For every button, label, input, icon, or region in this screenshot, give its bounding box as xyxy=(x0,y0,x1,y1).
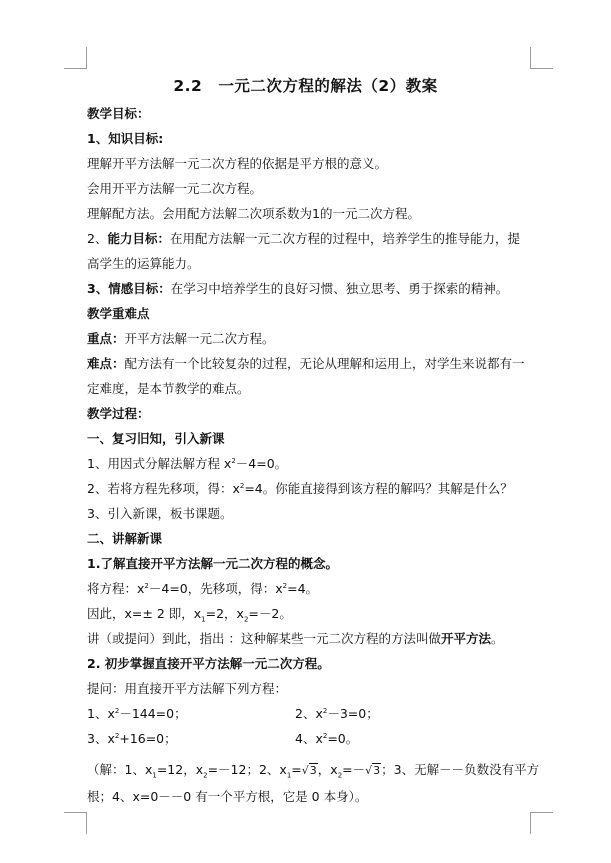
thus-text-end: =－2。 xyxy=(248,606,292,621)
problem-1-text-end: －144=0； xyxy=(119,706,187,721)
solution-text-b: =12，x xyxy=(156,762,204,777)
superscript-2: 2 xyxy=(322,731,328,740)
superscript-2: 2 xyxy=(322,706,328,715)
ask-line: 提问：用直接开平方法解下列方程： xyxy=(87,681,288,696)
solution-line-1 xyxy=(87,762,539,779)
solution-text-f: =－ xyxy=(342,762,366,777)
sqrt-symbol: √3 xyxy=(301,764,317,777)
crop-mark-bottom-right-h xyxy=(531,812,553,813)
solution-text: （解：1、x xyxy=(87,762,153,777)
subscript-2: 2 xyxy=(243,615,249,624)
review-q1-text-end: －4=0。 xyxy=(235,456,288,471)
difficulty-label: 难点： xyxy=(87,356,125,371)
ability-num: 2、 xyxy=(87,231,108,246)
solution-text-g: ；3、无解－－负数没有平方 xyxy=(381,762,540,777)
difficulty-line-2: 定难度，是本节教学的难点。 xyxy=(87,381,250,396)
ability-line-2: 高学生的运算能力。 xyxy=(87,256,200,271)
key-heading: 教学重难点 xyxy=(87,306,150,321)
ability-text-1: 在用配方法解一元二次方程的过程中，培养学生的推导能力，提 xyxy=(169,231,520,246)
crop-mark-bottom-left-h xyxy=(64,812,86,813)
knowledge-line-2: 会用开平方法解一元二次方程。 xyxy=(87,181,263,196)
superscript-2: 2 xyxy=(144,581,149,590)
superscript-2: 2 xyxy=(282,581,288,590)
emotion-num: 3、 xyxy=(87,281,109,296)
solution-text-c: =－12；2、x xyxy=(207,762,287,777)
equation-text-end: =4。 xyxy=(287,581,319,596)
review-q2-text-end: =4。你能直接得到该方程的解吗？其解是什么？ xyxy=(244,481,513,496)
problem-4-text: 4、x xyxy=(295,731,323,746)
thus-text-mid: =2，x xyxy=(205,606,244,621)
emotion-label: 情感目标： xyxy=(108,281,171,296)
explain-term: 开平方法 xyxy=(440,631,491,646)
emotion-text: 在学习中培养学生的良好习惯、独立思考、勇于探索的精神。 xyxy=(170,281,509,296)
explain-line xyxy=(87,631,504,647)
crop-mark-top-left-h xyxy=(64,68,86,69)
superscript-2: 2 xyxy=(114,731,120,740)
emotion-line xyxy=(87,281,508,297)
problem-2 xyxy=(295,706,379,722)
ability-line-1 xyxy=(87,231,520,247)
problem-3 xyxy=(87,731,177,747)
knowledge-line-1: 理解开平方法解一元二次方程的依据是平方根的意义。 xyxy=(87,156,388,171)
radicand: 3 xyxy=(373,764,381,777)
radicand: 3 xyxy=(309,764,317,777)
thus-line xyxy=(87,606,292,622)
key-point-label: 重点： xyxy=(87,331,125,346)
section-2-heading: 2. 初步掌握直接开平方法解一元二次方程。 xyxy=(87,656,330,671)
subscript-1: 1 xyxy=(152,771,157,780)
subscript-1: 1 xyxy=(286,771,292,780)
explain-text: 讲（或提问）到此，指出 ：这种解某些一元二次方程的方法叫做 xyxy=(87,631,441,646)
crop-mark-top-right-h xyxy=(531,68,553,69)
thus-text: 因此，x=± 2 即，x xyxy=(87,606,202,621)
crop-mark-bottom-right-v xyxy=(530,812,531,834)
ability-label: 能力目标： xyxy=(107,231,170,246)
new-lesson-heading: 二、讲解新课 xyxy=(87,531,163,546)
solution-text-e: ，x xyxy=(317,762,338,777)
section-1-heading: 1.了解直接开平方法解一元二次方程的概念。 xyxy=(87,556,338,571)
problem-1-text: 1、x xyxy=(87,706,115,721)
problem-1 xyxy=(87,706,187,722)
explain-text-end: 。 xyxy=(491,631,504,646)
objectives-heading: 教学目标： xyxy=(87,106,150,121)
sqrt-symbol: √3 xyxy=(365,764,381,777)
process-heading: 教学过程： xyxy=(87,406,150,421)
difficulty-line-1 xyxy=(87,356,525,372)
problem-2-text-end: －3=0； xyxy=(327,706,379,721)
equation-text: 将方程：x xyxy=(87,581,145,596)
subscript-2: 2 xyxy=(337,771,343,780)
review-question-3: 3、引入新课，板书课题。 xyxy=(87,506,233,521)
problem-3-text: 3、x xyxy=(87,731,115,746)
problem-3-text-end: +16=0； xyxy=(119,731,177,746)
subscript-1: 1 xyxy=(201,615,206,624)
review-question-2 xyxy=(87,481,513,497)
solution-text-d: = xyxy=(291,762,302,777)
solution-line-2: 根；4、x=0－－0 有一个平方根，它是 0 本身）。 xyxy=(87,789,368,804)
equation-line xyxy=(87,581,318,597)
document-title: 2.2 一元二次方程的解法（2）教案 xyxy=(173,77,438,95)
equation-text-mid: －4=0，先移项，得：x xyxy=(148,581,283,596)
review-q2-text: 2、若将方程先移项，得：x xyxy=(87,481,240,496)
key-point-text: 开平方法解一元二次方程。 xyxy=(124,331,275,346)
problem-4 xyxy=(295,731,358,747)
superscript-2: 2 xyxy=(231,456,236,465)
crop-mark-top-right-v xyxy=(530,47,531,69)
knowledge-line-3: 理解配方法。会用配方法解二次项系数为1的一元二次方程。 xyxy=(87,206,420,221)
crop-mark-bottom-left-v xyxy=(86,812,87,834)
problem-2-text: 2、x xyxy=(295,706,323,721)
problem-4-text-end: =0。 xyxy=(327,731,359,746)
knowledge-label: 1、知识目标: xyxy=(87,131,164,146)
review-heading: 一、复习旧知，引入新课 xyxy=(87,431,225,446)
superscript-2: 2 xyxy=(239,481,245,490)
key-point-line xyxy=(87,331,275,347)
superscript-2: 2 xyxy=(114,706,120,715)
review-question-1 xyxy=(87,456,287,472)
review-q1-text: 1、用因式分解法解方程 x xyxy=(87,456,232,471)
crop-mark-top-left-v xyxy=(86,47,87,69)
difficulty-text-1: 配方法有一个比较复杂的过程，无论从理解和运用上，对学生来说都有一 xyxy=(124,356,525,371)
subscript-2: 2 xyxy=(203,771,208,780)
